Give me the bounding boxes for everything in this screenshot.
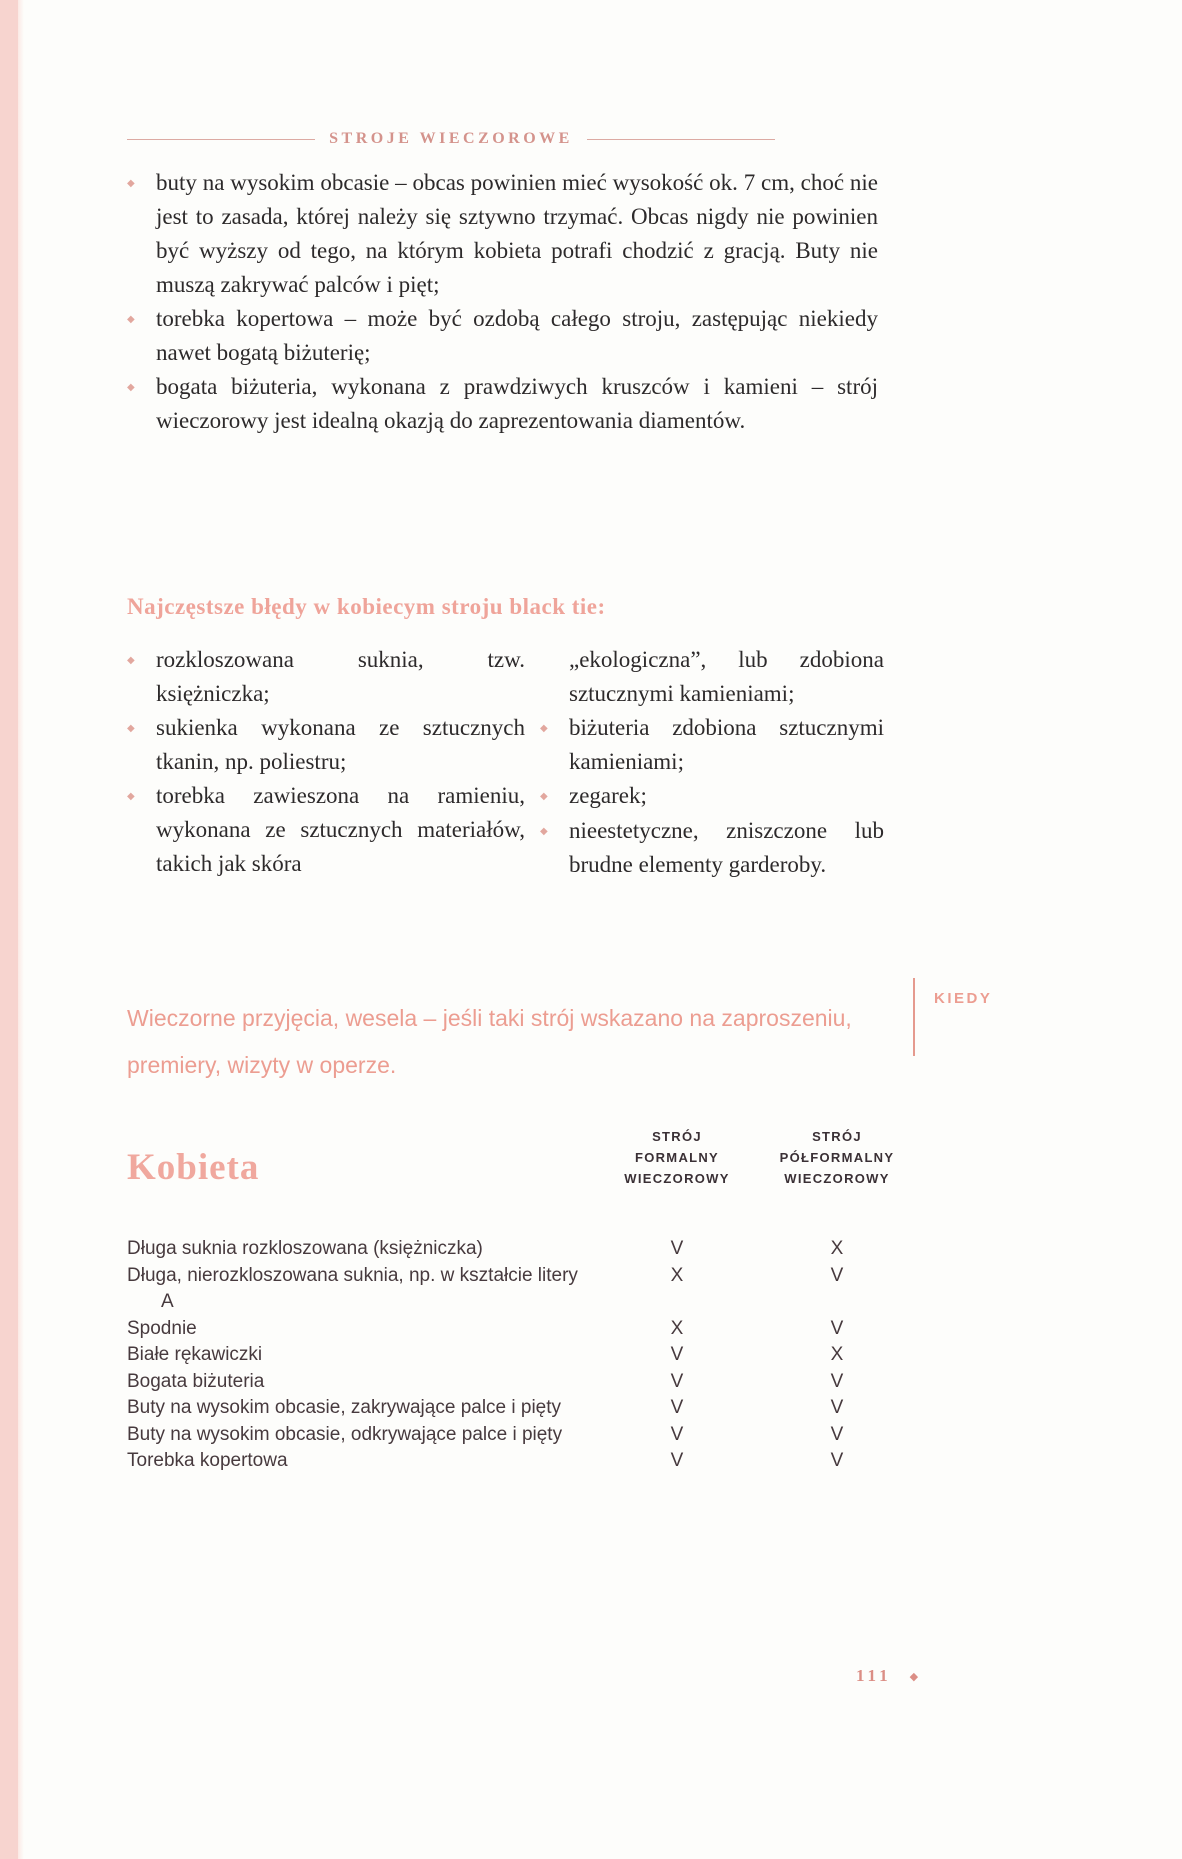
column-header-line: FORMALNY xyxy=(634,1150,720,1165)
list-item-text: sukienka wykonana ze sztucznych tkanin, np. poliestru; xyxy=(156,715,525,774)
list-item-text: buty na wysokim obcasie – obcas powinien mieć wysokość ok. 7 cm, choć nie jest to zasada, której należy się sztywno trzymać. Obcas nigdy nie powinien być wyższy od tego, na którym kobieta potrafi chodzić z gracją. Buty nie muszą zakrywać palców i pięt; xyxy=(156,170,878,297)
row-value-formal: V xyxy=(670,1370,684,1392)
list-item xyxy=(127,370,878,438)
row-value-semiformal: V xyxy=(830,1423,844,1445)
list-item-text: torebka kopertowa – może być ozdobą całego stroju, zastępując niekiedy nawet bogatą biżuterię; xyxy=(156,306,878,365)
list-item xyxy=(540,711,884,779)
mistakes-list-left-column xyxy=(127,643,525,881)
page-edge-strip-fade xyxy=(18,0,24,1859)
table-row xyxy=(127,1448,902,1475)
diamond-bullet-icon: ◆ xyxy=(909,1669,919,1683)
list-item-text: nieestetyczne, zniszczone lub brudne elementy garderoby. xyxy=(569,818,884,877)
row-value-semiformal: X xyxy=(830,1238,844,1259)
row-value-semiformal: V xyxy=(830,1397,844,1418)
table-column-header-formal xyxy=(587,1126,767,1189)
table-title: Kobieta xyxy=(127,1147,260,1188)
header-rule-left xyxy=(127,139,315,140)
diamond-bullet-icon: ◆ xyxy=(127,314,135,325)
table-row xyxy=(127,1395,902,1422)
row-value-semiformal: V xyxy=(830,1264,844,1286)
list-item-text: torebka zawieszona na ramieniu, wykonana ze sztucznych materiałów, takich jak skóra xyxy=(156,783,525,876)
column-header-line: STRÓJ xyxy=(812,1129,862,1144)
table-row xyxy=(127,1263,902,1316)
list-item xyxy=(127,166,878,302)
row-label: Buty na wysokim obcasie, odkrywające palce i pięty xyxy=(127,1423,563,1445)
row-value-formal: V xyxy=(670,1423,684,1445)
diamond-bullet-icon: ◆ xyxy=(540,791,548,802)
list-item xyxy=(127,711,525,779)
column-header-line: WIECZOROWY xyxy=(784,1171,890,1186)
diamond-bullet-icon: ◆ xyxy=(127,791,135,802)
row-label: Torebka kopertowa xyxy=(127,1450,288,1471)
row-label: Buty na wysokim obcasie, zakrywające palce i pięty xyxy=(127,1397,562,1418)
list-item-text: bogata biżuteria, wykonana z prawdziwych kruszców i kamieni – strój wieczorowy jest idealną okazją do zaprezentowania diamentów. xyxy=(156,374,878,433)
row-value-semiformal: V xyxy=(830,1370,844,1392)
diamond-bullet-icon: ◆ xyxy=(540,826,548,837)
column-header-line: PÓŁFORMALNY xyxy=(779,1150,895,1165)
kiedy-vertical-rule xyxy=(913,978,915,1056)
diamond-bullet-icon: ◆ xyxy=(127,178,135,189)
header-rule-right xyxy=(587,139,775,140)
kiedy-note-text: Wieczorne przyjęcia, wesela – jeśli taki strój wskazano na zaproszeniu, premiery, wizyty w operze. xyxy=(127,1005,852,1078)
page-footer xyxy=(856,1666,918,1686)
row-value-formal: V xyxy=(670,1344,684,1365)
table-row xyxy=(127,1316,902,1343)
diamond-bullet-icon: ◆ xyxy=(127,382,135,393)
list-item xyxy=(540,779,884,814)
intro-bullet-list xyxy=(127,166,878,438)
row-label: Długa suknia rozkloszowana (księżniczka) xyxy=(127,1238,483,1259)
bullet-spacer xyxy=(540,643,569,711)
row-value-formal: V xyxy=(670,1397,684,1418)
diamond-bullet-icon: ◆ xyxy=(127,655,135,666)
row-label: Bogata biżuteria xyxy=(127,1370,265,1392)
list-item xyxy=(127,643,525,711)
table-row xyxy=(127,1342,902,1369)
row-label: Białe rękawiczki xyxy=(127,1344,263,1365)
running-header-title: STROJE WIECZOROWE xyxy=(329,130,573,147)
kiedy-margin-label: KIEDY xyxy=(934,990,993,1007)
running-header xyxy=(127,130,775,148)
list-item xyxy=(127,302,878,370)
row-value-formal: X xyxy=(670,1317,684,1339)
table-row xyxy=(127,1236,902,1263)
list-item-continuation xyxy=(540,643,884,711)
row-value-semiformal: V xyxy=(830,1450,844,1471)
list-item-text: zegarek; xyxy=(569,783,647,808)
table-column-header-semiformal xyxy=(747,1126,927,1189)
column-header-line: STRÓJ xyxy=(652,1129,702,1144)
column-header-line: WIECZOROWY xyxy=(624,1171,730,1186)
row-value-formal: V xyxy=(670,1238,684,1259)
list-item-text: „ekologiczna”, lub zdobiona sztucznymi kamieniami; xyxy=(569,647,884,706)
page-edge-strip xyxy=(0,0,18,1859)
row-value-semiformal: V xyxy=(830,1317,844,1339)
table-body xyxy=(127,1236,902,1475)
row-label: Długa, nierozkloszowana suknia, np. w kształcie litery A xyxy=(127,1264,578,1312)
mistakes-list-right-column xyxy=(540,643,884,882)
table-row xyxy=(127,1422,902,1449)
page-number: 111 xyxy=(856,1666,892,1685)
list-item-text: biżuteria zdobiona sztucznymi kamieniami; xyxy=(569,715,884,774)
list-item xyxy=(540,814,884,882)
row-value-formal: V xyxy=(670,1450,684,1471)
diamond-bullet-icon: ◆ xyxy=(127,723,135,734)
list-item xyxy=(127,779,525,881)
row-value-formal: X xyxy=(670,1264,684,1286)
section-heading: Najczęstsze błędy w kobiecym stroju black tie: xyxy=(127,594,606,619)
row-value-semiformal: X xyxy=(830,1344,844,1365)
row-label: Spodnie xyxy=(127,1317,197,1339)
diamond-bullet-icon: ◆ xyxy=(540,723,548,734)
list-item-text: rozkloszowana suknia, tzw. księżniczka; xyxy=(156,647,525,706)
table-row xyxy=(127,1369,902,1396)
